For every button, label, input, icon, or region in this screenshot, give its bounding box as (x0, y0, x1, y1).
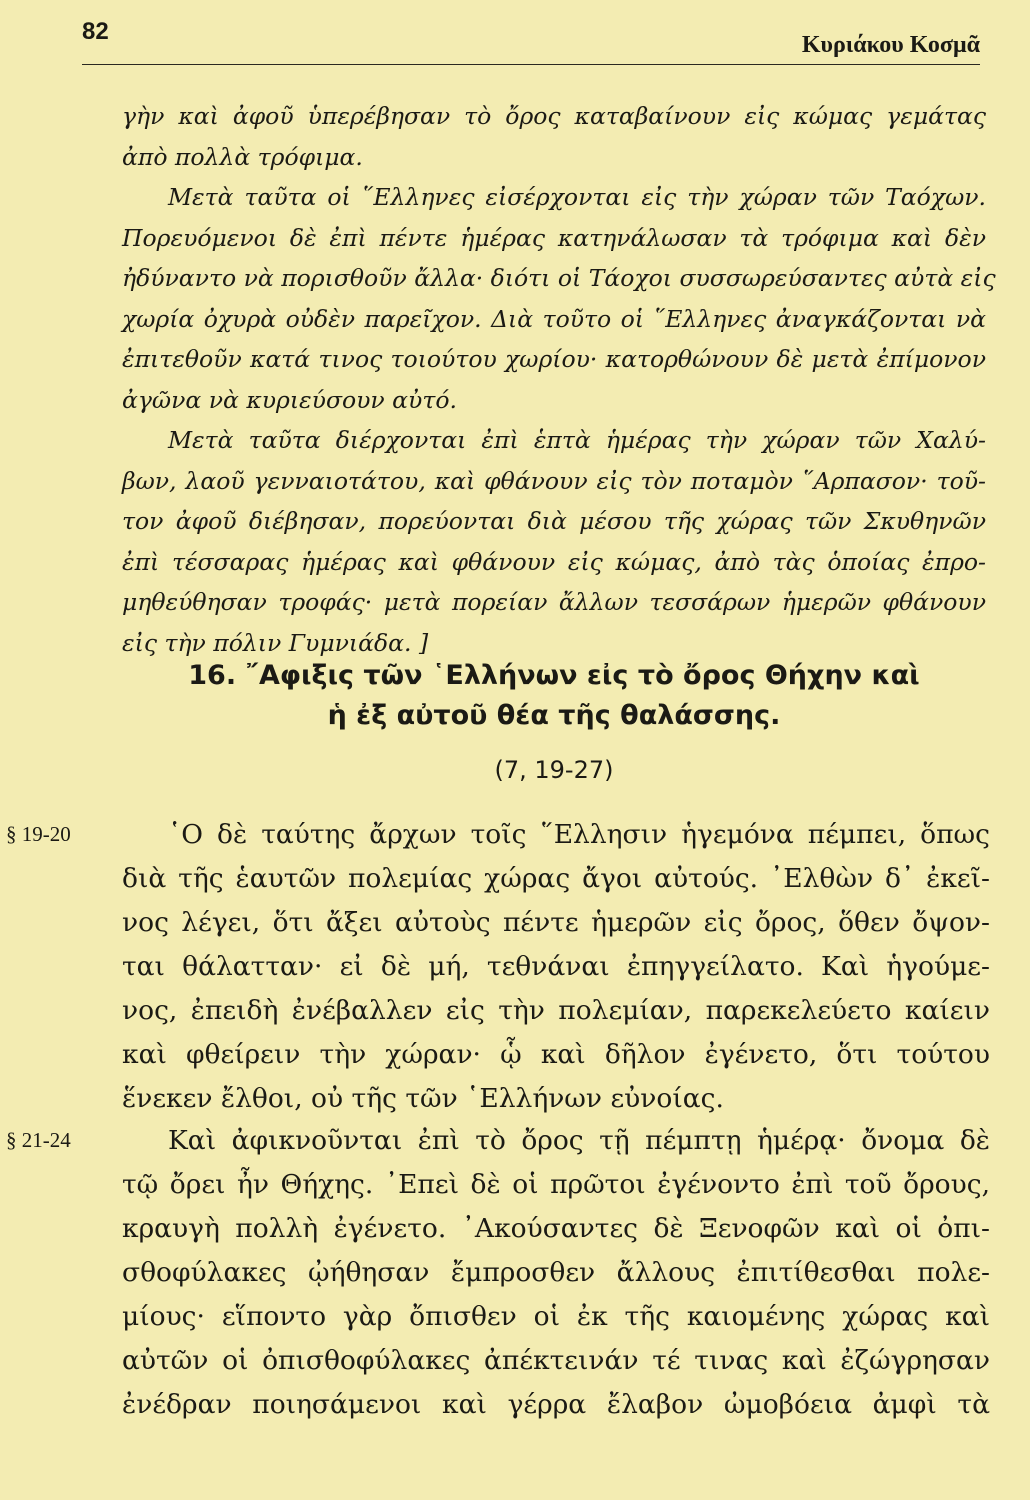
greek-line: καὶ φθείρειν τὴν χώραν· ᾧ καὶ δῆλον ἐγένετο, ὅτι τούτου (122, 1039, 990, 1070)
commentary-line: Μετὰ ταῦτα οἱ ῞Ελληνες εἰσέρχονται εἰς τὴν χώραν τῶν Ταόχων. (168, 183, 986, 211)
commentary-line: Πορευόμενοι δὲ ἐπὶ πέντε ἡμέρας κατηνάλωσαν τὰ τρόφιμα καὶ δὲν (122, 223, 986, 252)
commentary-line: ἠδύναντο νὰ πορισθοῦν ἄλλα· διότι οἱ Τάοχοι συσσωρεύσαντες αὐτὰ εἰς (122, 264, 996, 292)
commentary-line: γὴν καὶ ἀφοῦ ὑπερέβησαν τὸ ὄρος καταβαίνουν εἰς κώμας γεμάτας (122, 102, 986, 130)
greek-line: ἕνεκεν ἔλθοι, οὐ τῆς τῶν ῾Ελλήνων εὐνοίας. (122, 1083, 724, 1114)
greek-line: ται θάλατταν· εἰ δὲ μή, τεθνάναι ἐπηγγείλατο. Καὶ ἡγούμε- (122, 951, 990, 982)
running-head: Κυριάκου Κοσμᾶ (801, 32, 980, 58)
commentary-block (122, 96, 996, 663)
marginal-reference: § 21-24 (6, 1128, 71, 1152)
greek-line: διὰ τῆς ἑαυτῶν πολεμίας χώρας ἄγοι αὐτούς. ᾿Ελθὼν δ᾿ ἐκεῖ- (122, 863, 990, 894)
commentary-line: τον ἀφοῦ διέβησαν, πορεύονται διὰ μέσου τῆς χώρας τῶν Σκυθηνῶν (122, 507, 986, 535)
section-reference: (7, 19-27) (494, 756, 614, 784)
greek-line: ῾Ο δὲ ταύτης ἄρχων τοῖς ῞Ελλησιν ἡγεμόνα πέμπει, ὅπως (168, 819, 990, 850)
commentary-line: Μετὰ ταῦτα διέρχονται ἐπὶ ἑπτὰ ἡμέρας τὴν χώραν τῶν Χαλύ- (168, 426, 986, 454)
commentary-line: ἐπιτεθοῦν κατά τινος τοιούτου χωρίου· κατορθώνουν δὲ μετὰ ἐπίμονον (122, 345, 986, 373)
commentary-line: μηθεύθησαν τροφάς· μετὰ πορείαν ἄλλων τεσσάρων ἡμερῶν φθάνουν (122, 588, 986, 616)
section-heading (122, 656, 986, 736)
page-number: 82 (82, 18, 109, 45)
commentary-line: ἀγῶνα νὰ κυριεύσουν αὐτό. (122, 385, 457, 414)
greek-line: τῷ ὄρει ἦν Θήχης. ᾿Επεὶ δὲ οἱ πρῶτοι ἐγένοντο ἐπὶ τοῦ ὄρους, (122, 1169, 990, 1200)
commentary-line: χωρία ὀχυρὰ οὐδὲν παρεῖχον. Διὰ τοῦτο οἱ ῞Ελληνες ἀναγκάζονται νὰ (122, 304, 986, 333)
marginal-reference: § 19-20 (6, 822, 71, 846)
greek-line: νος λέγει, ὅτι ἄξει αὐτοὺς πέντε ἡμερῶν εἰς ὄρος, ὅθεν ὄψον- (122, 907, 990, 938)
greek-line: μίους· εἵποντο γὰρ ὄπισθεν οἱ ἐκ τῆς καιομένης χώρας καὶ (122, 1301, 990, 1332)
greek-line: Καὶ ἀφικνοῦνται ἐπὶ τὸ ὄρος τῇ πέμπτῃ ἡμέρᾳ· ὄνομα δὲ (168, 1125, 990, 1156)
greek-line: νος, ἐπειδὴ ἐνέβαλλεν εἰς τὴν πολεμίαν, παρεκελεύετο καίειν (122, 995, 990, 1026)
section-heading-line: 16. ῎Αφιξις τῶν ῾Ελλήνων εἰς τὸ ὄρος Θήχην καὶ (188, 660, 920, 691)
greek-line: ἐνέδραν ποιησάμενοι καὶ γέρρα ἔλαβον ὠμοβόεια ἀμφὶ τὰ (122, 1389, 990, 1420)
commentary-line: ἀπὸ πολλὰ τρόφιμα. (122, 142, 363, 171)
greek-line: αὐτῶν οἱ ὀπισθοφύλακες ἀπέκτεινάν τέ τινας καὶ ἐζώγρησαν (122, 1345, 990, 1376)
commentary-line: βων, λαοῦ γενναιοτάτου, καὶ φθάνουν εἰς τὸν ποταμὸν ῞Αρπασον· τοῦ- (122, 466, 986, 495)
greek-line: σθοφύλακες ᾠήθησαν ἔμπροσθεν ἄλλους ἐπιτίθεσθαι πολε- (122, 1257, 990, 1288)
section-heading-line: ἡ ἐξ αὐτοῦ θέα τῆς θαλάσσης. (327, 700, 781, 731)
commentary-line: εἰς τὴν πόλιν Γυμνιάδα. ] (122, 628, 429, 657)
header-rule (82, 64, 980, 65)
commentary-line: ἐπὶ τέσσαρας ἡμέρας καὶ φθάνουν εἰς κώμας, ἀπὸ τὰς ὁποίας ἐπρο- (122, 547, 986, 576)
greek-line: κραυγὴ πολλὴ ἐγένετο. ᾿Ακούσαντες δὲ Ξενοφῶν καὶ οἱ ὀπι- (122, 1213, 990, 1244)
page-header (82, 18, 980, 60)
